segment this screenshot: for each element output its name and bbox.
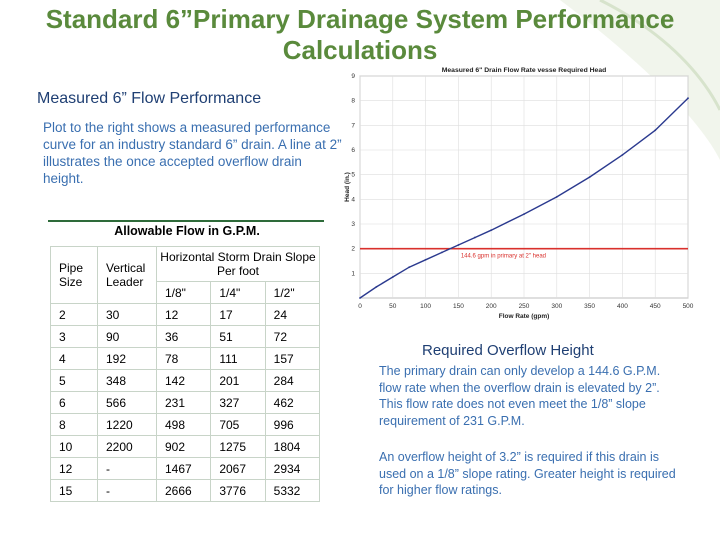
table-title: Allowable Flow in G.P.M. <box>114 224 260 238</box>
table-cell: 15 <box>51 480 98 502</box>
allowable-flow-table <box>50 246 320 502</box>
table-row <box>51 348 320 370</box>
required-overflow-heading: Required Overflow Height <box>422 342 594 359</box>
table-row <box>51 370 320 392</box>
table-cell: 705 <box>211 414 265 436</box>
data-point <box>408 266 410 268</box>
table-row <box>51 436 320 458</box>
table-cell: 157 <box>265 348 319 370</box>
table-cell: 111 <box>211 348 265 370</box>
table-cell: 1275 <box>211 436 265 458</box>
table-row <box>51 304 320 326</box>
table-cell: 142 <box>157 370 211 392</box>
table-cell: 2934 <box>265 458 319 480</box>
header-vertical-leader: Vertical Leader <box>98 247 157 304</box>
chart-annotation: 144.6 gpm in primary at 2" head <box>460 253 547 260</box>
table-cell: 5 <box>51 370 98 392</box>
data-point <box>359 297 361 299</box>
table-cell: 2 <box>51 304 98 326</box>
table-cell: 327 <box>211 392 265 414</box>
data-point <box>556 196 558 198</box>
table-cell: 192 <box>98 348 157 370</box>
table-cell: 348 <box>98 370 157 392</box>
table-cell: 10 <box>51 436 98 458</box>
slide-title-line1: Standard 6”Primary Drainage System Performance <box>45 4 675 34</box>
x-tick-label: 400 <box>616 303 628 310</box>
table-cell: 17 <box>211 304 265 326</box>
y-tick-label: 2 <box>351 245 355 253</box>
data-point <box>523 213 525 215</box>
y-tick-label: 6 <box>351 147 355 154</box>
table-cell: 8 <box>51 414 98 436</box>
table-cell: 902 <box>157 436 211 458</box>
flow-head-chart <box>340 62 696 324</box>
data-point <box>622 154 624 156</box>
y-tick-label: 7 <box>351 122 355 130</box>
table-cell: 90 <box>98 326 157 348</box>
chart-title: Measured 6" Drain Flow Rate vesse Required Head <box>441 67 607 74</box>
header-slope-1-2: 1/2" <box>265 282 319 304</box>
table-row <box>51 414 320 436</box>
data-point <box>425 259 427 261</box>
header-slope-1-4: 1/4" <box>211 282 265 304</box>
y-tick-label: 8 <box>351 97 355 105</box>
y-tick-label: 9 <box>351 73 355 80</box>
x-tick-label: 500 <box>682 303 694 310</box>
x-tick-label: 100 <box>420 303 432 310</box>
data-point <box>392 276 394 278</box>
x-tick-label: 150 <box>452 303 464 310</box>
table-cell: 5332 <box>265 480 319 502</box>
data-point <box>441 251 443 253</box>
chart-x-axis-label: Flow Rate (gpm) <box>498 313 550 320</box>
table-cell: 72 <box>265 326 319 348</box>
table-cell: 996 <box>265 414 319 436</box>
table-row <box>51 480 320 502</box>
table-row <box>51 392 320 414</box>
table-cell: 30 <box>98 304 157 326</box>
slide-title-line2: Calculations <box>282 35 438 65</box>
table-body <box>51 304 320 502</box>
table-cell: 2666 <box>157 480 211 502</box>
y-tick-label: 1 <box>351 270 355 278</box>
x-tick-label: 450 <box>649 303 661 310</box>
y-tick-label: 3 <box>351 221 355 228</box>
table-cell: 201 <box>211 370 265 392</box>
table-cell: 3 <box>51 326 98 348</box>
table-row <box>51 458 320 480</box>
data-point <box>376 286 378 288</box>
header-pipe-size: Pipe Size <box>51 247 98 304</box>
data-point <box>687 97 689 99</box>
data-point <box>490 229 492 231</box>
slide-title <box>0 4 720 66</box>
x-tick-label: 50 <box>389 303 397 310</box>
data-point <box>474 237 476 239</box>
table-cell: 284 <box>265 370 319 392</box>
table-cell: 6 <box>51 392 98 414</box>
section-subhead: Measured 6” Flow Performance <box>37 90 262 107</box>
table-cell: 78 <box>157 348 211 370</box>
x-tick-label: 0 <box>358 303 362 310</box>
table-header-row <box>51 247 320 282</box>
required-overflow-paragraph-2: An overflow height of 3.2” is required if this drain is used on a 1/8” slope rating. Greater height is required for higher flow ratings. <box>379 450 676 497</box>
table-cell: - <box>98 480 157 502</box>
table-cell: 231 <box>157 392 211 414</box>
data-point <box>589 176 591 178</box>
table-cell: 1467 <box>157 458 211 480</box>
table-cell: 2200 <box>98 436 157 458</box>
table-cell: 4 <box>51 348 98 370</box>
table-row <box>51 326 320 348</box>
x-tick-label: 200 <box>485 303 497 310</box>
table-cell: 12 <box>157 304 211 326</box>
x-tick-label: 350 <box>584 303 596 310</box>
table-cell: 1220 <box>98 414 157 436</box>
y-tick-label: 5 <box>351 171 355 179</box>
required-overflow-paragraph-1: The primary drain can only develop a 144.6 G.P.M. flow rate when the overflow drain is elevated by 2”. This flow rate does not even meet the 1/8” slope requirement of 231 G.P.M. <box>379 364 661 428</box>
data-point <box>654 129 656 131</box>
table-cell: 498 <box>157 414 211 436</box>
x-tick-label: 300 <box>551 303 563 310</box>
intro-paragraph: Plot to the right shows a measured performance curve for an industry standard 6” drain. A line at 2” illustrates the once accepted overflow drain height. <box>43 120 342 186</box>
table-cell: 566 <box>98 392 157 414</box>
table-cell: 2067 <box>211 458 265 480</box>
data-point <box>458 244 460 246</box>
header-horizontal-group: Horizontal Storm Drain Slope Per foot <box>157 247 320 282</box>
table-title-rule <box>48 220 324 222</box>
table-cell: - <box>98 458 157 480</box>
table-cell: 1804 <box>265 436 319 458</box>
table-cell: 3776 <box>211 480 265 502</box>
table-cell: 12 <box>51 458 98 480</box>
y-tick-label: 4 <box>351 196 355 204</box>
x-tick-label: 250 <box>518 303 530 310</box>
table-cell: 24 <box>265 304 319 326</box>
chart-y-axis-label: Head (in.) <box>344 172 351 202</box>
header-slope-1-8: 1/8" <box>157 282 211 304</box>
table-cell: 51 <box>211 326 265 348</box>
table-cell: 36 <box>157 326 211 348</box>
table-cell: 462 <box>265 392 319 414</box>
